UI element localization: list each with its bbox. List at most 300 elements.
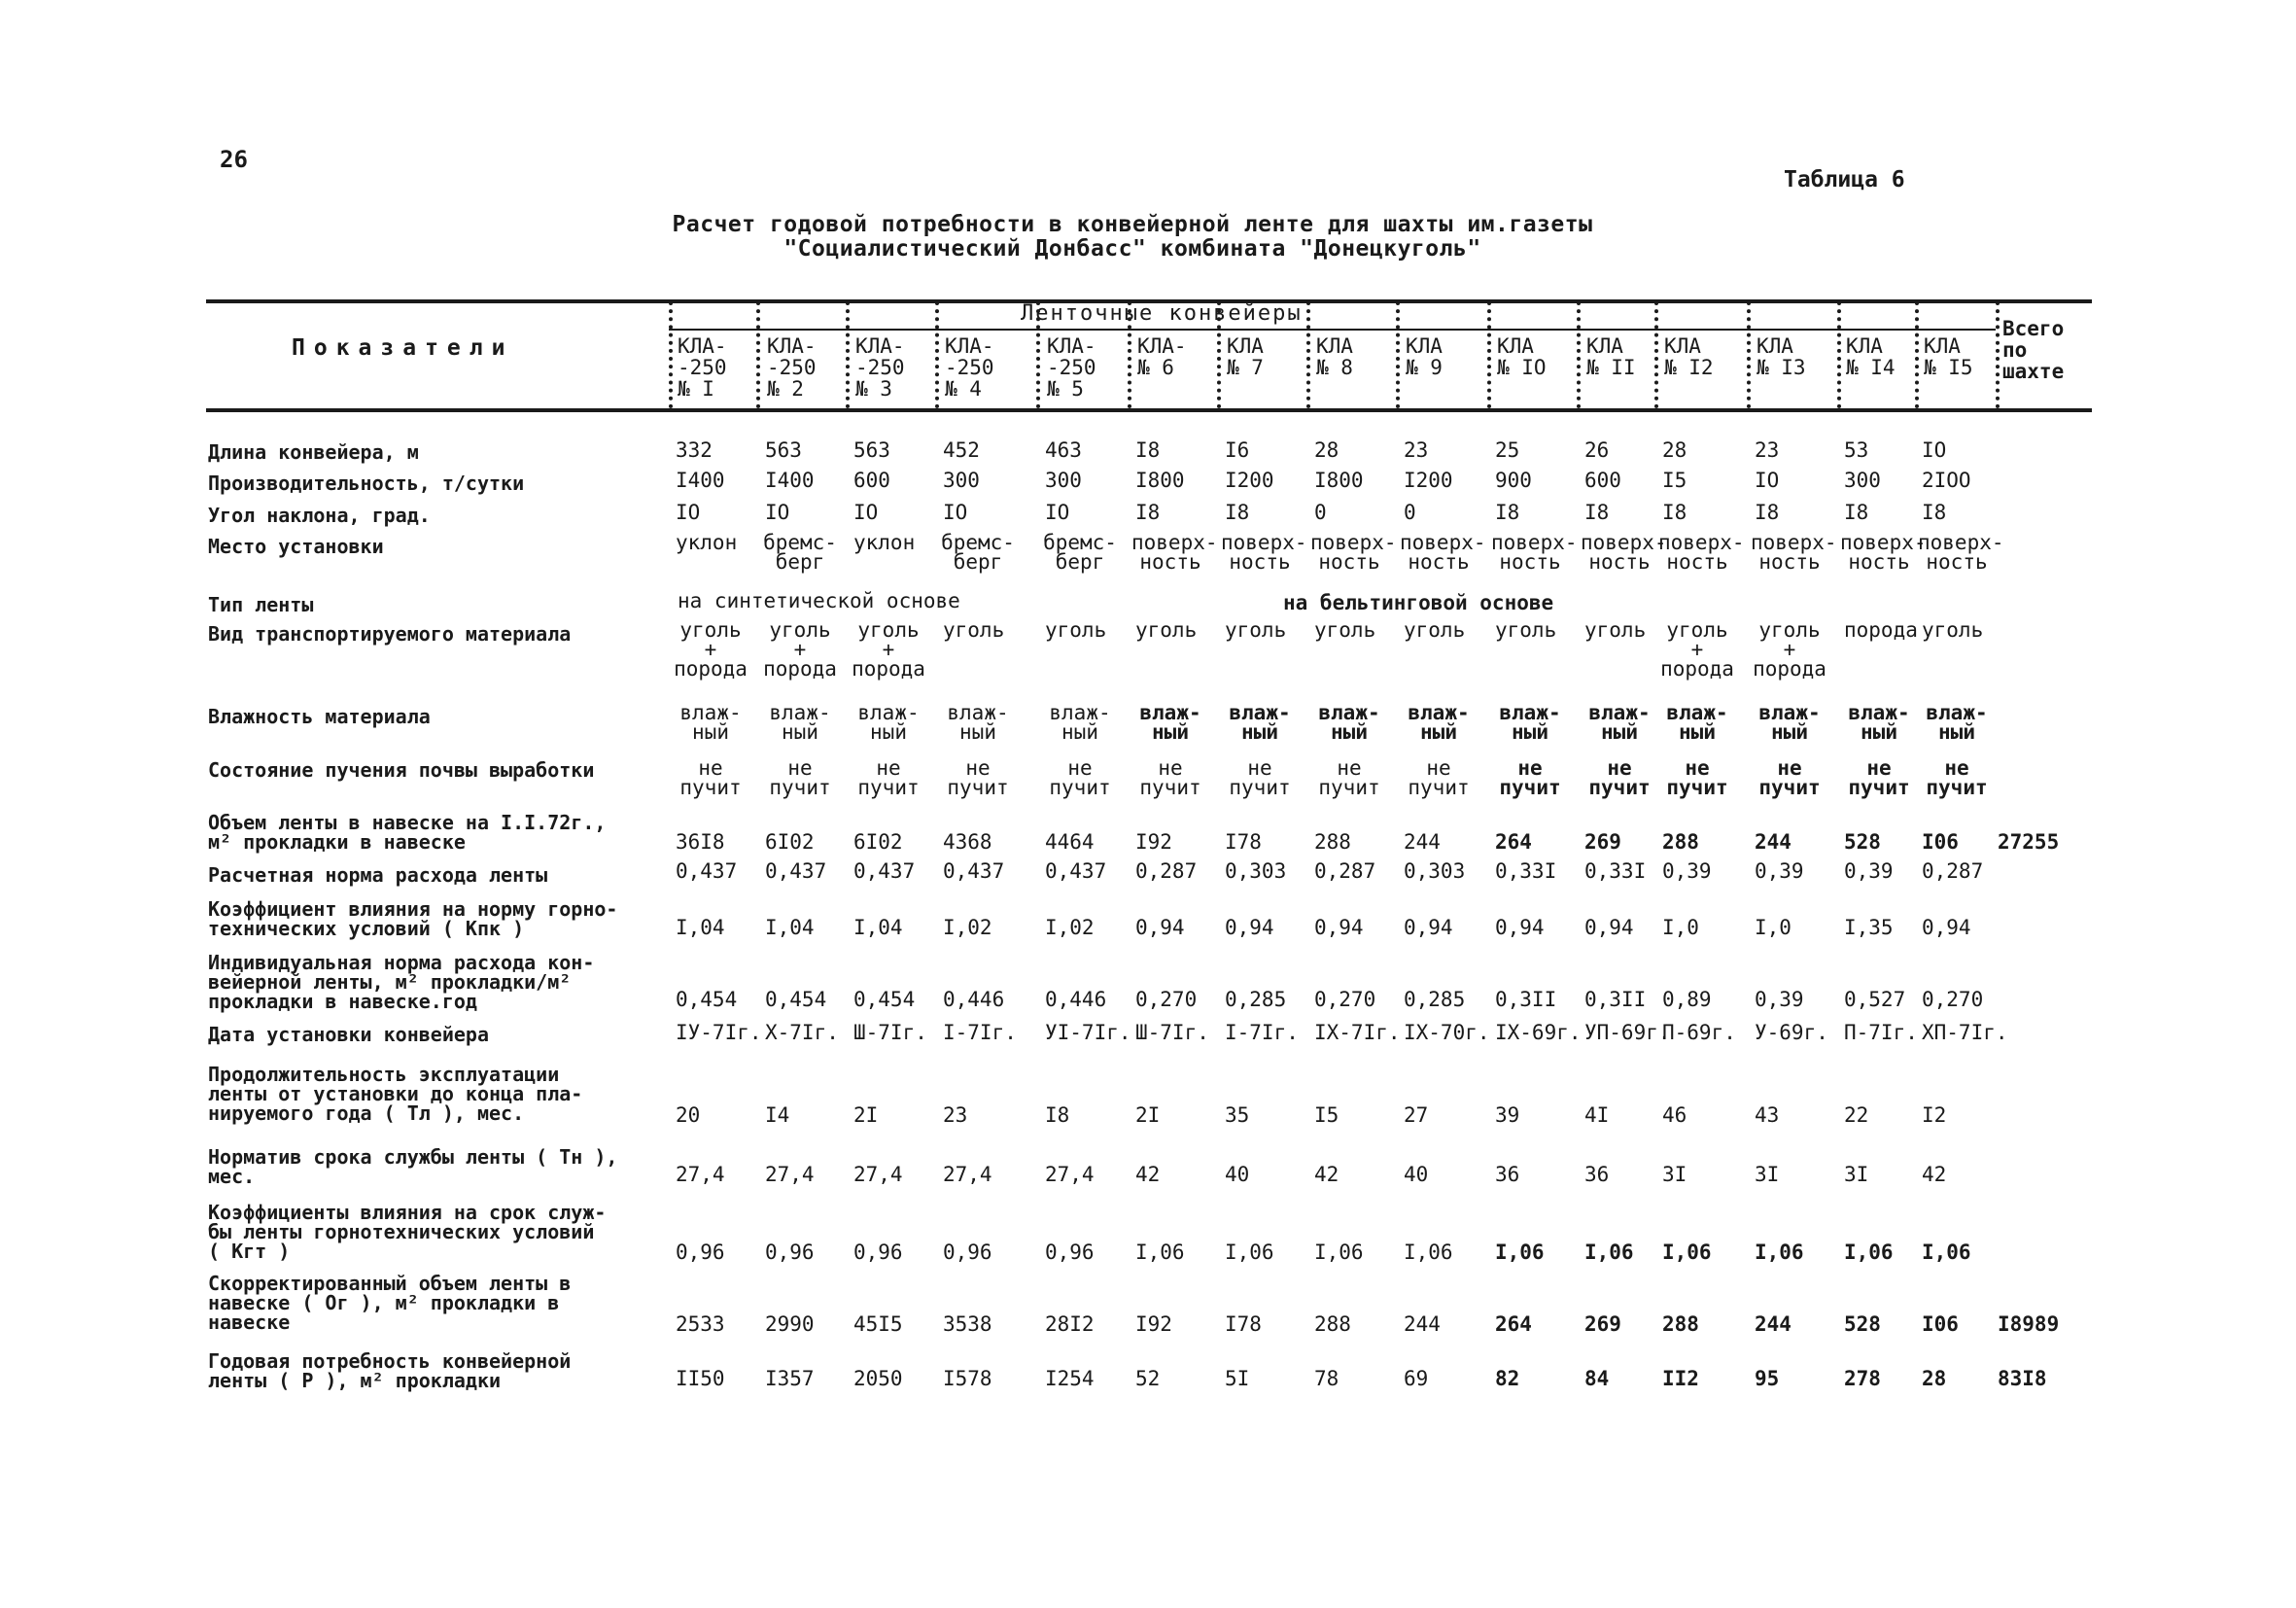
cell-productivity: 600 xyxy=(853,469,890,492)
cell-corrected-volume: 2533 xyxy=(676,1312,725,1336)
cell-moisture: влаж- ный xyxy=(1848,701,1910,744)
cell-service-norm: 27,4 xyxy=(853,1163,903,1186)
cell-total-annual-need: 83I8 xyxy=(1998,1367,2047,1390)
cell-duration: 27 xyxy=(1404,1103,1429,1127)
cell-productivity: I400 xyxy=(676,469,725,492)
cell-heaving: не пучит xyxy=(1229,756,1291,799)
row-label-norm: Расчетная норма расхода ленты xyxy=(208,863,548,887)
cell-productivity: I5 xyxy=(1662,469,1687,492)
cell-coef-service: I,06 xyxy=(1844,1241,1894,1264)
cell-annual-need: 2050 xyxy=(853,1367,903,1390)
cell-corrected-volume: 3538 xyxy=(943,1312,992,1336)
cell-angle: I8 xyxy=(1135,501,1161,524)
cell-productivity: 300 xyxy=(1844,469,1881,492)
cell-corrected-volume: 269 xyxy=(1584,1312,1621,1336)
row-label-coef-service: Коэффициенты влияния на срок служ- бы ленты горнотехнических условий ( Кгт ) xyxy=(208,1201,607,1263)
cell-volume: 244 xyxy=(1404,830,1441,854)
cell-productivity: 900 xyxy=(1495,469,1532,492)
cell-volume: 6I02 xyxy=(853,830,903,854)
cell-coef-norm: 0,94 xyxy=(1225,916,1274,939)
cell-place: поверх- ность xyxy=(1751,531,1837,574)
cell-volume: I78 xyxy=(1225,830,1262,854)
cell-norm: 0,33I xyxy=(1495,859,1557,883)
row-label-material: Вид транспортируемого материала xyxy=(208,622,572,646)
cell-individual-norm: 0,39 xyxy=(1755,988,1804,1011)
cell-duration: 22 xyxy=(1844,1103,1869,1127)
cell-material: уголь xyxy=(1314,618,1376,642)
cell-duration: I4 xyxy=(765,1103,790,1127)
cell-coef-service: 0,96 xyxy=(765,1241,815,1264)
row-label-moisture: Влажность материала xyxy=(208,705,431,728)
cell-individual-norm: 0,446 xyxy=(1045,988,1107,1011)
cell-place: бремс- берг xyxy=(941,531,1015,574)
cell-service-norm: 27,4 xyxy=(765,1163,815,1186)
cell-norm: 0,303 xyxy=(1225,859,1287,883)
cell-productivity: I400 xyxy=(765,469,815,492)
cell-individual-norm: 0,270 xyxy=(1314,988,1376,1011)
cell-angle: 0 xyxy=(1404,501,1416,524)
cell-volume: 4464 xyxy=(1045,830,1095,854)
cell-material: порода xyxy=(1844,618,1918,642)
cell-productivity: 300 xyxy=(943,469,980,492)
cell-individual-norm: 0,3II xyxy=(1495,988,1557,1011)
cell-annual-need: I357 xyxy=(765,1367,815,1390)
cell-service-norm: 3I xyxy=(1844,1163,1869,1186)
column-header-conveyor: КЛА- -250 № 2 xyxy=(767,334,817,401)
cell-angle: IO xyxy=(943,501,968,524)
row-label-productivity: Производительность, т/сутки xyxy=(208,472,525,495)
cell-install-date: Х-7Iг. xyxy=(765,1021,839,1044)
cell-moisture: влаж- ный xyxy=(1318,701,1380,744)
cell-install-date: П-69г. xyxy=(1662,1021,1736,1044)
cell-heaving: не пучит xyxy=(857,756,920,799)
cell-individual-norm: 0,454 xyxy=(676,988,738,1011)
column-header-conveyor: КЛА № I4 xyxy=(1846,334,1896,379)
cell-coef-service: I,06 xyxy=(1135,1241,1185,1264)
column-separator xyxy=(1837,301,1841,408)
cell-annual-need: 95 xyxy=(1755,1367,1780,1390)
cell-length: 563 xyxy=(853,438,890,462)
cell-service-norm: 42 xyxy=(1314,1163,1339,1186)
header-total-by-mine: Всего по шахте xyxy=(2002,317,2065,383)
cell-annual-need: I254 xyxy=(1045,1367,1095,1390)
cell-moisture: влаж- ный xyxy=(857,701,920,744)
row-label-volume: Объем ленты в навеске на I.I.72г., м² прокладки в навеске xyxy=(208,811,607,854)
cell-corrected-volume: 2990 xyxy=(765,1312,815,1336)
cell-annual-need: 82 xyxy=(1495,1367,1520,1390)
cell-length: 26 xyxy=(1584,438,1610,462)
cell-individual-norm: 0,285 xyxy=(1404,988,1466,1011)
column-header-conveyor: КЛА- -250 № 5 xyxy=(1047,334,1096,401)
cell-coef-norm: I,02 xyxy=(943,916,992,939)
cell-length: 23 xyxy=(1404,438,1429,462)
cell-install-date: УП-69г. xyxy=(1584,1021,1671,1044)
cell-length: 563 xyxy=(765,438,802,462)
cell-annual-need: II50 xyxy=(676,1367,725,1390)
cell-install-date: Ш-7Iг. xyxy=(1135,1021,1209,1044)
table-label: Таблица 6 xyxy=(1784,167,1905,192)
cell-material: уголь + порода xyxy=(763,618,837,681)
cell-coef-norm: 0,94 xyxy=(1495,916,1545,939)
cell-annual-need: 278 xyxy=(1844,1367,1881,1390)
cell-norm: 0,39 xyxy=(1662,859,1712,883)
cell-individual-norm: 0,527 xyxy=(1844,988,1906,1011)
cell-material: уголь xyxy=(1922,618,1984,642)
cell-moisture: влаж- ный xyxy=(1666,701,1728,744)
cell-volume: 244 xyxy=(1755,830,1792,854)
column-separator xyxy=(1577,301,1581,408)
cell-duration: 2I xyxy=(853,1103,879,1127)
cell-service-norm: 40 xyxy=(1404,1163,1429,1186)
cell-norm: 0,33I xyxy=(1584,859,1647,883)
column-separator xyxy=(1396,301,1400,408)
row-label-duration: Продолжительность эксплуатации ленты от установки до конца пла- нируемого года ( Тл ), мес. xyxy=(208,1063,583,1125)
cell-angle: I8 xyxy=(1755,501,1780,524)
cell-coef-service: I,06 xyxy=(1225,1241,1274,1264)
cell-norm: 0,287 xyxy=(1135,859,1198,883)
cell-annual-need: 69 xyxy=(1404,1367,1429,1390)
cell-service-norm: 36 xyxy=(1495,1163,1520,1186)
cell-corrected-volume: 244 xyxy=(1404,1312,1441,1336)
cell-duration: 23 xyxy=(943,1103,968,1127)
cell-coef-norm: I,0 xyxy=(1662,916,1699,939)
cell-moisture: влаж- ный xyxy=(679,701,742,744)
cell-productivity: 600 xyxy=(1584,469,1621,492)
cell-coef-service: I,06 xyxy=(1495,1241,1545,1264)
cell-corrected-volume: 288 xyxy=(1662,1312,1699,1336)
cell-heaving: не пучит xyxy=(1049,756,1111,799)
row-label-annual-need: Годовая потребность конвейерной ленты ( Р ), м² прокладки xyxy=(208,1349,572,1392)
cell-length: 53 xyxy=(1844,438,1869,462)
cell-angle: I8 xyxy=(1662,501,1687,524)
belt-type-beltcord: на бельтинговой основе xyxy=(1283,591,1554,614)
column-separator xyxy=(846,301,850,408)
cell-coef-service: I,06 xyxy=(1922,1241,1971,1264)
cell-install-date: I-7Iг. xyxy=(943,1021,1017,1044)
column-separator xyxy=(669,301,673,408)
cell-corrected-volume: 264 xyxy=(1495,1312,1532,1336)
cell-heaving: не пучит xyxy=(1139,756,1201,799)
cell-heaving: не пучит xyxy=(1848,756,1910,799)
column-header-conveyor: КЛА № 7 xyxy=(1227,334,1264,379)
cell-place: поверх- ность xyxy=(1840,531,1927,574)
cell-norm: 0,303 xyxy=(1404,859,1466,883)
cell-duration: I8 xyxy=(1045,1103,1070,1127)
row-label-service-norm: Норматив срока службы ленты ( Тн ), мес. xyxy=(208,1145,618,1188)
cell-coef-service: 0,96 xyxy=(676,1241,725,1264)
cell-corrected-volume: 528 xyxy=(1844,1312,1881,1336)
cell-corrected-volume: 244 xyxy=(1755,1312,1792,1336)
cell-service-norm: 42 xyxy=(1922,1163,1947,1186)
column-header-conveyor: КЛА № II xyxy=(1586,334,1636,379)
cell-moisture: влаж- ный xyxy=(769,701,831,744)
cell-length: I8 xyxy=(1135,438,1161,462)
cell-moisture: влаж- ный xyxy=(1588,701,1651,744)
cell-heaving: не пучит xyxy=(947,756,1009,799)
cell-install-date: IХ-70г. xyxy=(1404,1021,1490,1044)
header-indicators: Показатели xyxy=(292,335,514,361)
cell-coef-service: 0,96 xyxy=(943,1241,992,1264)
cell-annual-need: II2 xyxy=(1662,1367,1699,1390)
table-title-line-1: Расчет годовой потребности в конвейерной ленте для шахты им.газеты xyxy=(672,212,1593,237)
cell-material: уголь xyxy=(943,618,1005,642)
cell-place: уклон xyxy=(853,531,916,554)
cell-volume: 528 xyxy=(1844,830,1881,854)
cell-service-norm: 27,4 xyxy=(676,1163,725,1186)
cell-annual-need: 28 xyxy=(1922,1367,1947,1390)
cell-angle: IO xyxy=(676,501,701,524)
cell-duration: 46 xyxy=(1662,1103,1687,1127)
cell-coef-norm: 0,94 xyxy=(1922,916,1971,939)
cell-annual-need: 5I xyxy=(1225,1367,1250,1390)
cell-volume: 264 xyxy=(1495,830,1532,854)
column-separator xyxy=(1487,301,1491,408)
cell-heaving: не пучит xyxy=(1758,756,1821,799)
row-label-coef-norm: Коэффициент влияния на норму горно- технических условий ( Кпк ) xyxy=(208,897,618,940)
cell-norm: 0,437 xyxy=(676,859,738,883)
cell-place: бремс- берг xyxy=(763,531,837,574)
cell-service-norm: 36 xyxy=(1584,1163,1610,1186)
cell-individual-norm: 0,454 xyxy=(853,988,916,1011)
cell-individual-norm: 0,3II xyxy=(1584,988,1647,1011)
cell-coef-service: I,06 xyxy=(1662,1241,1712,1264)
cell-install-date: IХ-69г. xyxy=(1495,1021,1582,1044)
cell-place: поверх- ность xyxy=(1491,531,1578,574)
cell-material: уголь xyxy=(1225,618,1287,642)
cell-coef-service: 0,96 xyxy=(1045,1241,1095,1264)
cell-total-volume: 27255 xyxy=(1998,830,2060,854)
row-label-belt-type: Тип ленты xyxy=(208,593,314,616)
cell-productivity: IO xyxy=(1755,469,1780,492)
cell-corrected-volume: I92 xyxy=(1135,1312,1172,1336)
cell-length: 452 xyxy=(943,438,980,462)
cell-angle: IO xyxy=(1045,501,1070,524)
column-separator xyxy=(1996,301,2000,408)
column-separator xyxy=(935,301,939,408)
cell-annual-need: 52 xyxy=(1135,1367,1161,1390)
header-belt-conveyors: Ленточные конвейеры xyxy=(1021,301,1303,326)
cell-place: поверх- ность xyxy=(1658,531,1745,574)
cell-volume: 6I02 xyxy=(765,830,815,854)
cell-angle: IO xyxy=(765,501,790,524)
cell-volume: 4368 xyxy=(943,830,992,854)
cell-corrected-volume: I78 xyxy=(1225,1312,1262,1336)
cell-individual-norm: 0,270 xyxy=(1135,988,1198,1011)
column-separator xyxy=(1306,301,1310,408)
column-header-conveyor: КЛА № I5 xyxy=(1924,334,1973,379)
cell-moisture: влаж- ный xyxy=(1499,701,1561,744)
cell-productivity: I200 xyxy=(1404,469,1453,492)
cell-install-date: IХ-7Iг. xyxy=(1314,1021,1401,1044)
cell-norm: 0,437 xyxy=(853,859,916,883)
column-header-conveyor: КЛА № 8 xyxy=(1316,334,1353,379)
cell-place: поверх- ность xyxy=(1581,531,1667,574)
cell-moisture: влаж- ный xyxy=(1049,701,1111,744)
cell-length: I6 xyxy=(1225,438,1250,462)
column-separator xyxy=(1036,301,1040,408)
cell-service-norm: 3I xyxy=(1755,1163,1780,1186)
column-separator xyxy=(1654,301,1658,408)
cell-productivity: 300 xyxy=(1045,469,1082,492)
column-separator xyxy=(1128,301,1131,408)
cell-install-date: УI-7Iг. xyxy=(1045,1021,1131,1044)
cell-material: уголь xyxy=(1495,618,1557,642)
cell-heaving: не пучит xyxy=(679,756,742,799)
cell-individual-norm: 0,270 xyxy=(1922,988,1984,1011)
cell-material: уголь + порода xyxy=(1660,618,1734,681)
row-label-heaving: Состояние пучения почвы выработки xyxy=(208,758,595,782)
cell-install-date: ХП-7Iг. xyxy=(1922,1021,2008,1044)
row-label-place: Место установки xyxy=(208,535,384,558)
cell-corrected-volume: 288 xyxy=(1314,1312,1351,1336)
cell-total-corrected-volume: I8989 xyxy=(1998,1312,2060,1336)
column-header-conveyor: КЛА № I2 xyxy=(1664,334,1714,379)
cell-coef-norm: 0,94 xyxy=(1404,916,1453,939)
row-label-install-date: Дата установки конвейера xyxy=(208,1023,489,1046)
cell-install-date: У-69г. xyxy=(1755,1021,1828,1044)
column-header-conveyor: КЛА № IO xyxy=(1497,334,1547,379)
cell-length: 463 xyxy=(1045,438,1082,462)
cell-norm: 0,437 xyxy=(1045,859,1107,883)
cell-material: уголь + порода xyxy=(1753,618,1826,681)
cell-angle: IO xyxy=(853,501,879,524)
row-label-corrected-volume: Скорректированный объем ленты в навеске ( Ог ), м² прокладки в навеске xyxy=(208,1272,572,1334)
cell-place: поверх- ность xyxy=(1221,531,1307,574)
cell-heaving: не пучит xyxy=(1318,756,1380,799)
cell-angle: I8 xyxy=(1922,501,1947,524)
cell-service-norm: 42 xyxy=(1135,1163,1161,1186)
cell-place: бремс- берг xyxy=(1043,531,1117,574)
cell-volume: 269 xyxy=(1584,830,1621,854)
cell-annual-need: I578 xyxy=(943,1367,992,1390)
cell-service-norm: 3I xyxy=(1662,1163,1687,1186)
cell-coef-norm: 0,94 xyxy=(1314,916,1364,939)
column-header-conveyor: КЛА № 9 xyxy=(1406,334,1443,379)
row-label-individual-norm: Индивидуальная норма расхода кон- вейерной ленты, м² прокладки/м² прокладки в навеске.год xyxy=(208,951,595,1013)
cell-productivity: I800 xyxy=(1135,469,1185,492)
cell-individual-norm: 0,454 xyxy=(765,988,827,1011)
group-header-rule xyxy=(669,329,1996,331)
column-separator xyxy=(1915,301,1919,408)
cell-service-norm: 27,4 xyxy=(1045,1163,1095,1186)
cell-heaving: не пучит xyxy=(1408,756,1470,799)
cell-norm: 0,437 xyxy=(765,859,827,883)
table-title-line-2: "Социалистический Донбасс" комбината "Донецкуголь" xyxy=(783,236,1481,262)
cell-duration: 4I xyxy=(1584,1103,1610,1127)
cell-individual-norm: 0,446 xyxy=(943,988,1005,1011)
cell-corrected-volume: 45I5 xyxy=(853,1312,903,1336)
cell-volume: I06 xyxy=(1922,830,1959,854)
cell-individual-norm: 0,89 xyxy=(1662,988,1712,1011)
column-separator xyxy=(1747,301,1751,408)
cell-length: 332 xyxy=(676,438,713,462)
header-bottom-rule xyxy=(206,408,2092,412)
column-separator xyxy=(1217,301,1221,408)
page-number: 26 xyxy=(220,146,248,173)
cell-material: уголь + порода xyxy=(852,618,925,681)
cell-coef-service: I,06 xyxy=(1314,1241,1364,1264)
cell-install-date: Ш-7Iг. xyxy=(853,1021,927,1044)
cell-productivity: I800 xyxy=(1314,469,1364,492)
cell-place: поверх- ность xyxy=(1400,531,1486,574)
cell-heaving: не пучит xyxy=(1666,756,1728,799)
cell-duration: 20 xyxy=(676,1103,701,1127)
cell-volume: 36I8 xyxy=(676,830,725,854)
cell-material: уголь + порода xyxy=(674,618,748,681)
cell-norm: 0,287 xyxy=(1922,859,1984,883)
cell-material: уголь xyxy=(1135,618,1198,642)
cell-material: уголь xyxy=(1045,618,1107,642)
cell-install-date: IУ-7Iг. xyxy=(676,1021,762,1044)
column-header-conveyor: КЛА- -250 № 3 xyxy=(855,334,905,401)
cell-moisture: влаж- ный xyxy=(1229,701,1291,744)
cell-install-date: I-7Iг. xyxy=(1225,1021,1299,1044)
cell-norm: 0,39 xyxy=(1844,859,1894,883)
row-label-angle: Угол наклона, град. xyxy=(208,504,431,527)
cell-corrected-volume: 28I2 xyxy=(1045,1312,1095,1336)
cell-coef-service: I,06 xyxy=(1404,1241,1453,1264)
cell-coef-norm: I,04 xyxy=(765,916,815,939)
cell-length: 28 xyxy=(1662,438,1687,462)
cell-heaving: не пучит xyxy=(1499,756,1561,799)
cell-angle: I8 xyxy=(1584,501,1610,524)
cell-duration: I2 xyxy=(1922,1103,1947,1127)
cell-coef-norm: I,0 xyxy=(1755,916,1792,939)
cell-productivity: 2IOO xyxy=(1922,469,1971,492)
column-separator xyxy=(756,301,760,408)
cell-norm: 0,39 xyxy=(1755,859,1804,883)
cell-length: 25 xyxy=(1495,438,1520,462)
belt-type-synthetic: на синтетической основе xyxy=(678,589,960,612)
cell-install-date: П-7Iг. xyxy=(1844,1021,1918,1044)
cell-annual-need: 78 xyxy=(1314,1367,1339,1390)
cell-place: поверх- ность xyxy=(1310,531,1397,574)
cell-heaving: не пучит xyxy=(1926,756,1988,799)
cell-volume: 288 xyxy=(1662,830,1699,854)
cell-annual-need: 84 xyxy=(1584,1367,1610,1390)
cell-material: уголь xyxy=(1404,618,1466,642)
cell-moisture: влаж- ный xyxy=(1408,701,1470,744)
column-header-conveyor: КЛА № I3 xyxy=(1757,334,1806,379)
cell-angle: I8 xyxy=(1495,501,1520,524)
cell-coef-norm: I,35 xyxy=(1844,916,1894,939)
cell-angle: I8 xyxy=(1844,501,1869,524)
cell-duration: 35 xyxy=(1225,1103,1250,1127)
cell-length: IO xyxy=(1922,438,1947,462)
cell-angle: I8 xyxy=(1225,501,1250,524)
cell-duration: 2I xyxy=(1135,1103,1161,1127)
cell-coef-service: I,06 xyxy=(1755,1241,1804,1264)
cell-individual-norm: 0,285 xyxy=(1225,988,1287,1011)
cell-coef-service: I,06 xyxy=(1584,1241,1634,1264)
cell-coef-norm: 0,94 xyxy=(1584,916,1634,939)
cell-angle: 0 xyxy=(1314,501,1327,524)
cell-moisture: влаж- ный xyxy=(1926,701,1988,744)
cell-corrected-volume: I06 xyxy=(1922,1312,1959,1336)
cell-volume: I92 xyxy=(1135,830,1172,854)
cell-service-norm: 27,4 xyxy=(943,1163,992,1186)
cell-heaving: не пучит xyxy=(1588,756,1651,799)
cell-moisture: влаж- ный xyxy=(1139,701,1201,744)
cell-coef-norm: I,04 xyxy=(676,916,725,939)
cell-length: 23 xyxy=(1755,438,1780,462)
column-header-conveyor: КЛА- -250 № I xyxy=(678,334,727,401)
cell-place: уклон xyxy=(676,531,738,554)
cell-volume: 288 xyxy=(1314,830,1351,854)
cell-coef-norm: 0,94 xyxy=(1135,916,1185,939)
cell-duration: 43 xyxy=(1755,1103,1780,1127)
cell-coef-norm: I,04 xyxy=(853,916,903,939)
